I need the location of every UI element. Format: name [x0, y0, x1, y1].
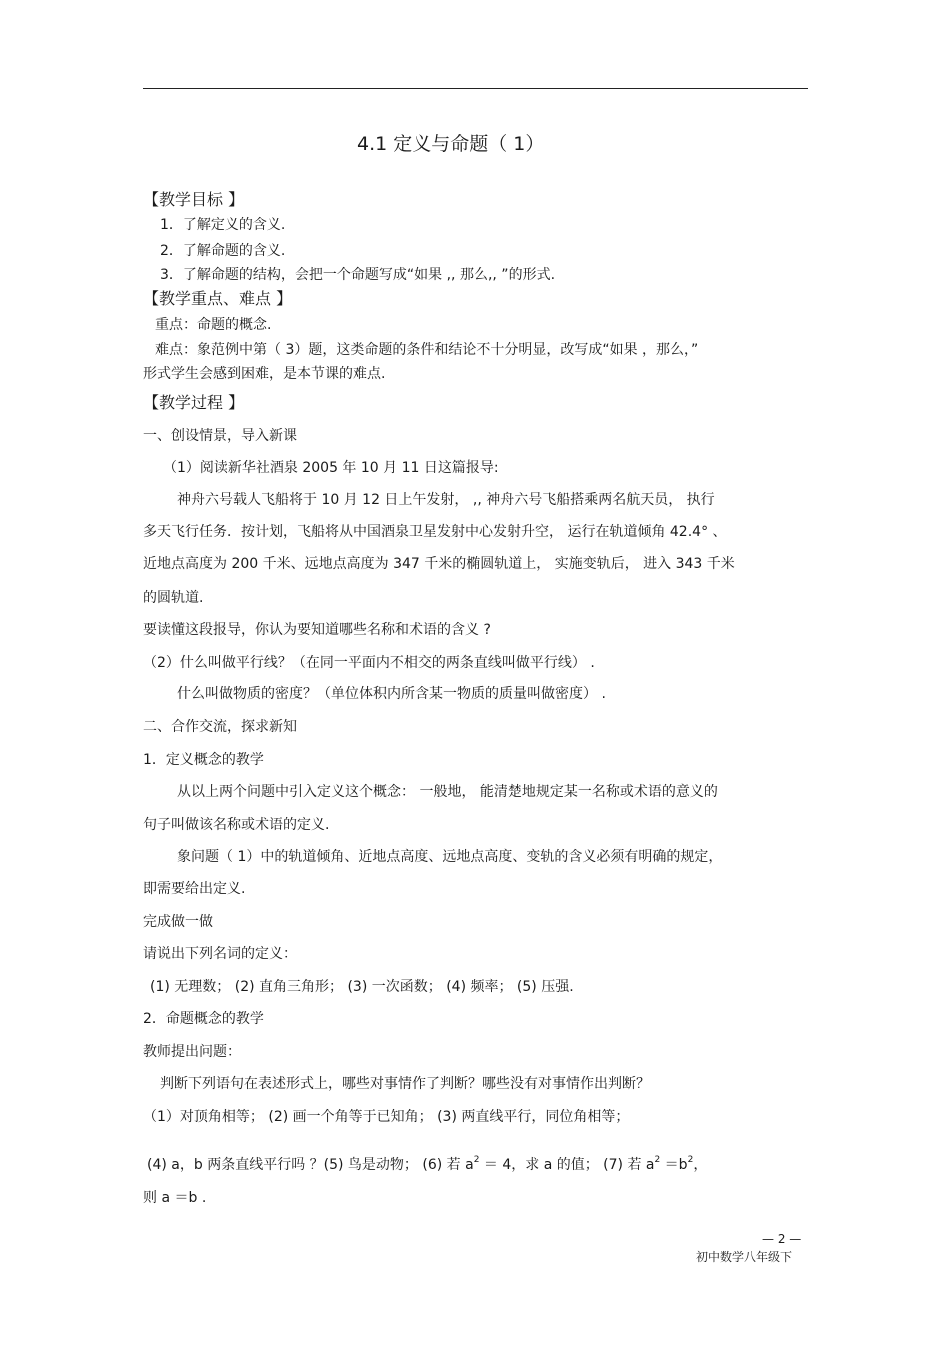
section-heading-objectives: 【教学目标 】 — [143, 190, 245, 209]
task-text: 完成做一做 — [143, 914, 213, 930]
news-text: 近地点高度为 200 千米、远地点高度为 347 千米的椭圆轨道上， 实施变轨后， 进入 343 千米 — [143, 556, 735, 572]
terms-list: (1) 无理数； (2) 直角三角形； (3) 一次函数； (4) 频率； (5) 压强. — [150, 979, 574, 995]
header-rule — [143, 88, 808, 89]
part-title: 二、合作交流，探求新知 — [143, 719, 297, 735]
definition-text: 句子叫做该名称或术语的定义. — [143, 817, 330, 833]
difficulty-line: 形式学生会感到困难，是本节课的难点. — [143, 366, 386, 382]
objective-item: 2．了解命题的含义. — [160, 243, 286, 259]
question: 什么叫做物质的密度？（单位体积内所含某一物质的质量叫做密度） . — [177, 686, 606, 702]
key-point: 重点：命题的概念. — [155, 317, 272, 333]
difficulty-line: 难点：象范例中第（ 3）题，这类命题的条件和结论不十分明显，改写成“如果 ，那么，” — [155, 342, 699, 358]
question: 要读懂这段报导，你认为要知道哪些名称和术语的含义 ? — [143, 622, 491, 638]
news-text: 神舟六号载人飞船将于 10 月 12 日上午发射， ,, 神舟六号飞船搭乘两名航天员， 执行 — [177, 492, 715, 508]
statement-list: （1）对顶角相等； (2) 画一个角等于已知角； (3) 两直线平行，同位角相等； — [143, 1109, 630, 1125]
page-title: 4.1 定义与命题（ 1） — [357, 133, 545, 155]
statement-list: (4) a，b 两条直线平行吗 ？(5) 鸟是动物； (6) 若 $a^2 = 4$，求 a 的值； (7) 若 $a^2 =b^2$， — [147, 1155, 708, 1173]
news-text: 的圆轨道. — [143, 590, 204, 606]
example-text: 即需要给出定义. — [143, 881, 246, 897]
section-heading-keypoints: 【教学重点、难点 】 — [143, 289, 293, 308]
page-number: — 2 — — [762, 1232, 802, 1246]
objective-item: 1．了解定义的含义. — [160, 217, 286, 233]
task-text: 请说出下列名词的定义： — [143, 946, 297, 962]
news-text: 多天飞行任务．按计划，飞船将从中国酒泉卫星发射中心发射升空， 运行在轨道倾角 42.4° 、 — [143, 524, 727, 540]
paragraph: （1）阅读新华社酒泉 2005 年 10 月 11 日这篇报导: — [163, 460, 499, 476]
definition-text: 从以上两个问题中引入定义这个概念： 一般地， 能清楚地规定某一名称或术语的意义的 — [177, 784, 718, 800]
subheading: 2．命题概念的教学 — [143, 1011, 264, 1027]
paragraph: 教师提出问题： — [143, 1044, 241, 1060]
objective-item: 3．了解命题的结构，会把一个命题写成“如果 ,, 那么,, ”的形式. — [160, 267, 556, 283]
subheading: 1．定义概念的教学 — [143, 752, 264, 768]
example-text: 象问题（ 1）中的轨道倾角、近地点高度、远地点高度、变轨的含义必须有明确的规定， — [177, 849, 723, 865]
statement-list: 则 a ＝b . — [143, 1190, 207, 1206]
paragraph: 判断下列语句在表述形式上，哪些对事情作了判断？哪些没有对事情作出判断？ — [160, 1076, 650, 1092]
question: （2）什么叫做平行线？（在同一平面内不相交的两条直线叫做平行线） . — [143, 655, 595, 671]
book-name: 初中数学八年级下 — [696, 1250, 793, 1264]
part-title: 一、创设情景，导入新课 — [143, 428, 297, 444]
section-heading-process: 【教学过程 】 — [143, 393, 245, 412]
